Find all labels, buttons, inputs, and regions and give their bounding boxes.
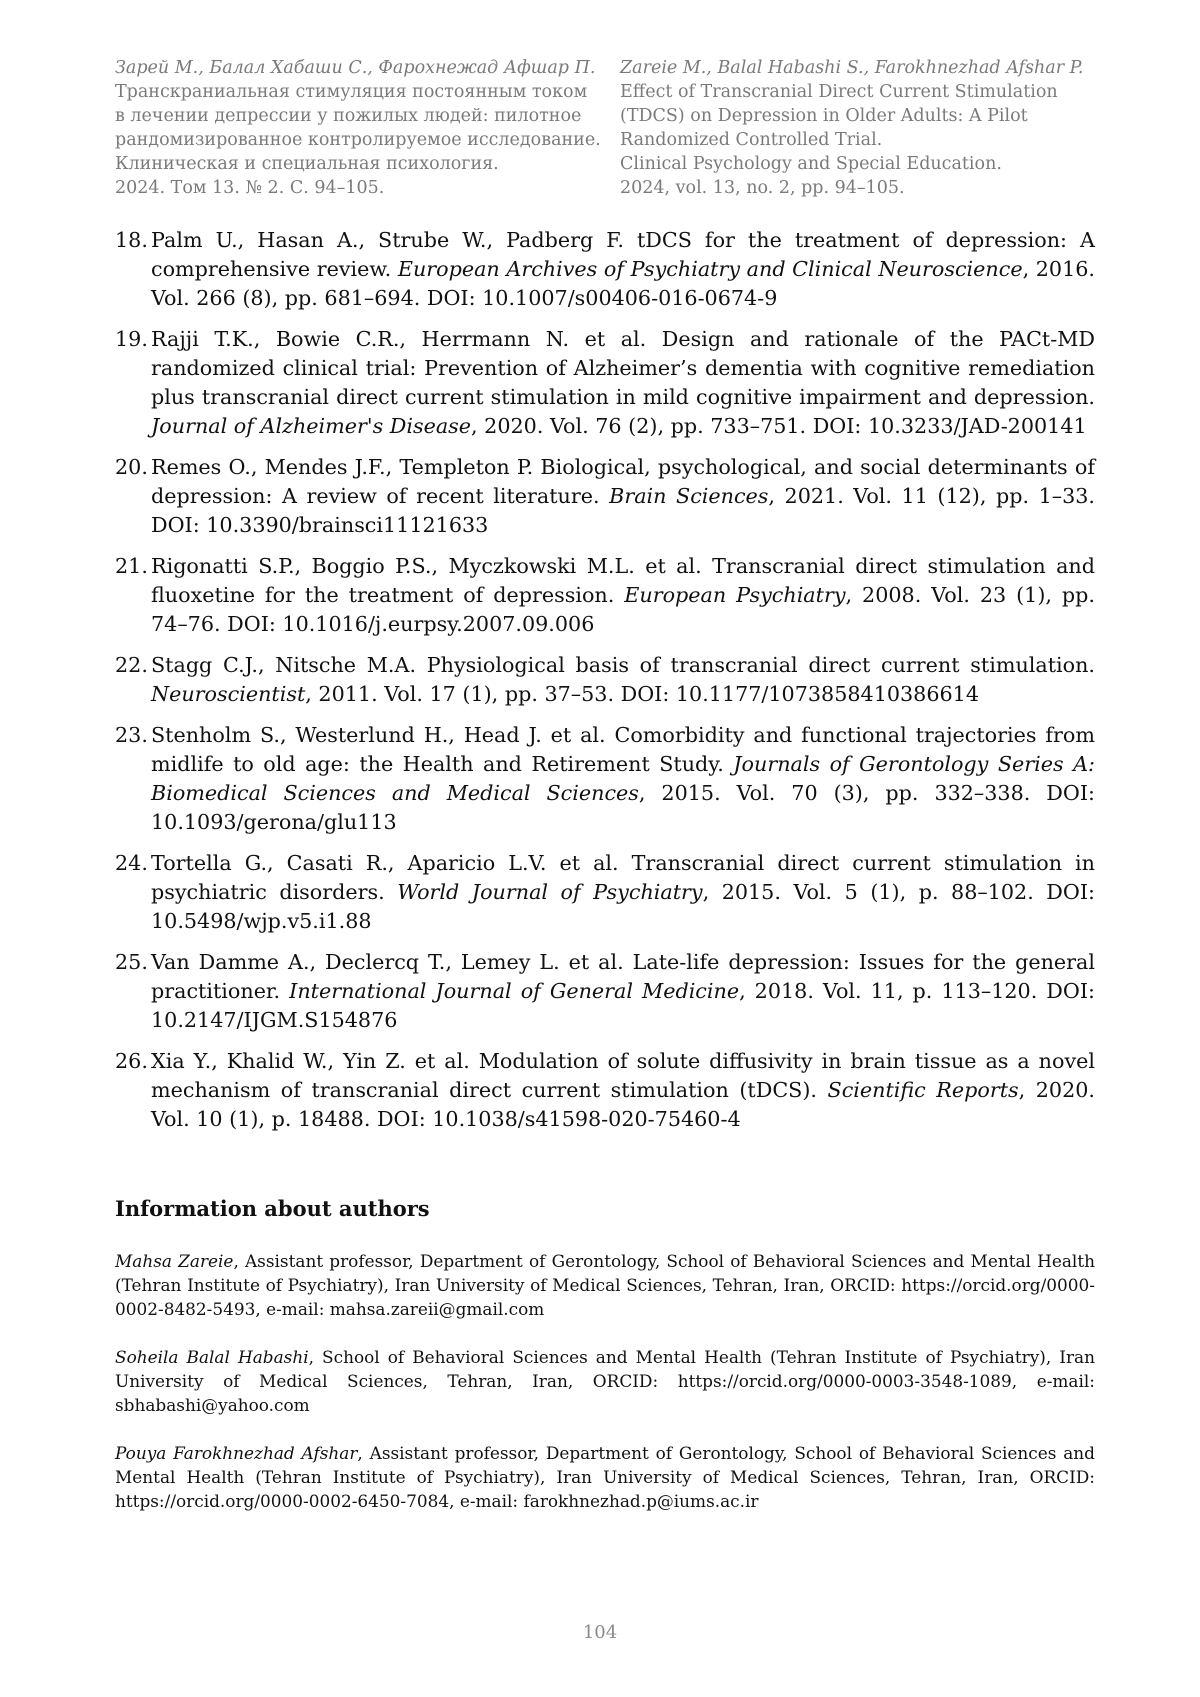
reference-text: Van Damme A., Declercq T., Lemey L. et al. Late-life depression: Issues for the general practitioner. International Journal of General Medicine, 2018. Vol. 11, p. 113–120. DOI: 10.2147/IJGM.S154876 (151, 950, 1095, 1032)
header-russian (115, 56, 601, 200)
author-name: Mahsa Zareie (115, 1251, 234, 1271)
author-name: Pouya Farokhnezhad Afshar (115, 1443, 358, 1463)
header-authors-ru: Зарей М., Балал Хабаши С., Фарохнежад Афшар П. (115, 58, 596, 78)
journal-title: World Journal of Psychiatry (397, 880, 703, 904)
reference-text: Rajji T.K., Bowie C.R., Herrmann N. et al. Design and rationale of the PACt-MD randomized clinical trial: Prevention of Alzheimer’s dementia with cognitive remediation plus transcranial direct current stimulation in mild cognitive impairment and depression. Journal of Alzheimer's Disease, 2020. Vol. 76 (2), pp. 733–751. DOI: 10.3233/JAD-200141 (151, 327, 1095, 438)
author-name: Soheila Balal Habashi (115, 1347, 309, 1367)
journal-title: Journals of Gerontology Series A: Biomedical Sciences and Medical Sciences (151, 752, 1095, 805)
header-line: (TDCS) on Depression in Older Adults: A Pilot (620, 106, 1028, 126)
reference-text: Rigonatti S.P., Boggio P.S., Myczkowski M.L. et al. Transcranial direct stimulation and fluoxetine for the treatment of depression. European Psychiatry, 2008. Vol. 23 (1), pp. 74–76. DOI: 10.1016/j.eurpsy.2007.09.006 (151, 554, 1095, 636)
reference-text: Remes O., Mendes J.F., Templeton P. Biological, psychological, and social determinants of depression: A review of recent literature. Brain Sciences, 2021. Vol. 11 (12), pp. 1–33. DOI: 10.3390/brainsci11121633 (151, 455, 1096, 537)
running-header (115, 56, 1095, 200)
reference-number: 21. (115, 554, 148, 578)
journal-title: Scientific Reports (827, 1078, 1019, 1102)
authors-section (115, 1195, 1095, 1537)
reference-list (115, 226, 1095, 1146)
reference-number: 24. (115, 851, 148, 875)
reference-item (115, 651, 1095, 709)
journal-title: European Archives of Psychiatry and Clinical Neuroscience (397, 257, 1023, 281)
reference-item (115, 721, 1095, 837)
reference-number: 22. (115, 653, 148, 677)
header-line: в лечении депрессии у пожилых людей: пилотное (115, 106, 582, 126)
author-details: , School of Behavioral Sciences and Mental Health (Tehran Institute of Psychiatry), Iran University of Medical Sciences, Tehran, Iran, ORCID: https://orcid.org/0000-0003-3548-1089, e-mail: sbhabashi@yahoo.com (115, 1347, 1095, 1415)
reference-number: 19. (115, 327, 148, 351)
reference-number: 23. (115, 723, 148, 747)
reference-number: 18. (115, 228, 148, 252)
reference-item (115, 1047, 1095, 1134)
header-authors-en: Zareie M., Balal Habashi S., Farokhnezhad Afshar P. (620, 58, 1084, 78)
header-line: Clinical Psychology and Special Education. (620, 154, 1002, 174)
header-line: Effect of Transcranial Direct Current Stimulation (620, 82, 1058, 102)
reference-item (115, 849, 1095, 936)
reference-number: 26. (115, 1049, 148, 1073)
journal-title: Journal of Alzheimer's Disease (151, 414, 472, 438)
header-english (620, 56, 1095, 200)
header-line: 2024, vol. 13, no. 2, pp. 94–105. (620, 178, 905, 198)
header-line: Транскраниальная стимуляция постоянным током (115, 82, 588, 102)
reference-text: Stenholm S., Westerlund H., Head J. et al. Comorbidity and functional trajectories from midlife to old age: the Health and Retirement Study. Journals of Gerontology Series A: Biomedical Sciences and Medical Sciences, 2015. Vol. 70 (3), pp. 332–338. DOI: 10.1093/gerona/glu113 (151, 723, 1095, 834)
journal-title: Neuroscientist (151, 682, 306, 706)
header-line: рандомизированное контролируемое исследование. (115, 130, 601, 150)
author-entry (115, 1345, 1095, 1417)
journal-title: European Psychiatry (624, 583, 846, 607)
page-number: 104 (582, 1622, 618, 1643)
reference-item (115, 325, 1095, 441)
journal-title: Brain Sciences (609, 484, 769, 508)
reference-text: Palm U., Hasan A., Strube W., Padberg F. tDCS for the treatment of depression: A comprehensive review. European Archives of Psychiatry and Clinical Neuroscience, 2016. Vol. 266 (8), pp. 681–694. DOI: 10.1007/s00406-016-0674-9 (151, 228, 1095, 310)
reference-item (115, 453, 1095, 540)
author-details: , Assistant professor, Department of Gerontology, School of Behavioral Sciences and Mental Health (Tehran Institute of Psychiatry), Iran University of Medical Sciences, Tehran, Iran, ORCID: https://orcid.org/0000-0002-8482-5493, e-mail: mahsa.zareii@gmail.com (115, 1251, 1096, 1319)
reference-text: Stagg C.J., Nitsche M.A. Physiological basis of transcranial direct current stimulation. Neuroscientist, 2011. Vol. 17 (1), pp. 37–53. DOI: 10.1177/1073858410386614 (151, 653, 1095, 706)
header-line: Randomized Controlled Trial. (620, 130, 883, 150)
reference-number: 20. (115, 455, 148, 479)
author-entry (115, 1249, 1095, 1321)
author-entry (115, 1441, 1095, 1513)
header-line: 2024. Том 13. № 2. С. 94–105. (115, 178, 385, 198)
reference-item (115, 552, 1095, 639)
reference-text: Xia Y., Khalid W., Yin Z. et al. Modulation of solute diffusivity in brain tissue as a novel mechanism of transcranial direct current stimulation (tDCS). Scientific Reports, 2020. Vol. 10 (1), p. 18488. DOI: 10.1038/s41598-020-75460-4 (151, 1049, 1095, 1131)
section-title: Information about authors (115, 1196, 430, 1221)
reference-number: 25. (115, 950, 148, 974)
journal-title: International Journal of General Medicine (289, 979, 740, 1003)
reference-item (115, 948, 1095, 1035)
reference-text: Tortella G., Casati R., Aparicio L.V. et al. Transcranial direct current stimulation in psychiatric disorders. World Journal of Psychiatry, 2015. Vol. 5 (1), p. 88–102. DOI: 10.5498/wjp.v5.i1.88 (151, 851, 1095, 933)
author-details: , Assistant professor, Department of Gerontology, School of Behavioral Sciences and Mental Health (Tehran Institute of Psychiatry), Iran University of Medical Sciences, Tehran, Iran, ORCID: https://orcid.org/0000-0002-6450-7084, e-mail: farokhnezhad.p@iums.ac.ir (115, 1443, 1095, 1511)
header-line: Клиническая и специальная психология. (115, 154, 499, 174)
reference-item (115, 226, 1095, 313)
